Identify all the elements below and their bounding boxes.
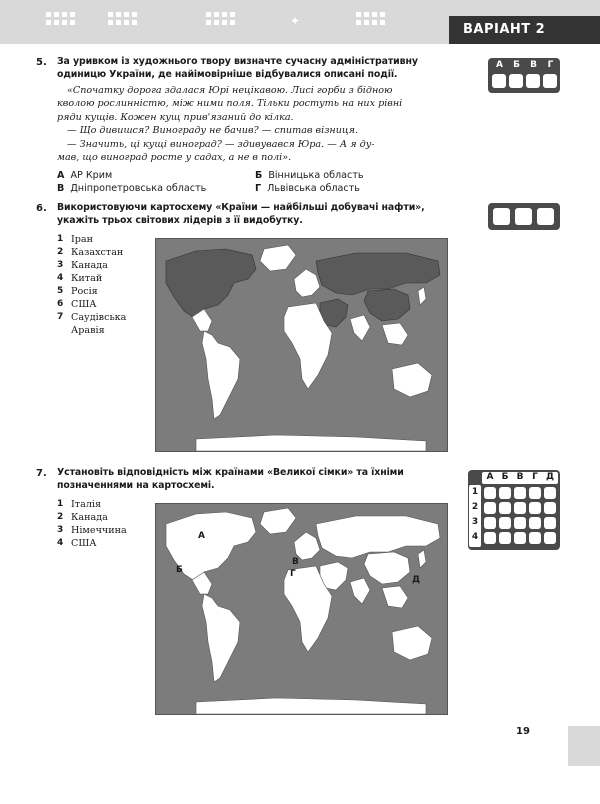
grid-answer-cell[interactable] xyxy=(529,502,541,514)
q6-prompt xyxy=(57,201,467,228)
answer-cell[interactable] xyxy=(492,74,506,88)
answer-col-label: Б xyxy=(513,60,520,70)
grid-answer-cell[interactable] xyxy=(529,532,541,544)
option-letter: В xyxy=(57,183,65,194)
grid-answer-cell[interactable] xyxy=(544,517,556,529)
grid-row-label: 1 xyxy=(471,487,479,497)
decor-dots xyxy=(356,12,385,25)
option-text: АР Крим xyxy=(70,170,113,181)
q7-prompt-line: позначеннями на картосхемі. xyxy=(57,480,215,492)
option-letter: Б xyxy=(255,170,263,181)
grid-answer-cell[interactable] xyxy=(529,487,541,499)
q5-quote-line: «Спочатку дорога здалася Юрі нецікавою. Лисі горби з бідною xyxy=(67,85,393,96)
grid-answer-cell[interactable] xyxy=(544,532,556,544)
q5-quote-line: мав, що виноград росте у садах, а не в полі». xyxy=(57,152,292,164)
list-item: 1 Іран xyxy=(57,234,94,245)
grid-col-label: Б xyxy=(501,472,509,482)
q5-option-a[interactable] xyxy=(57,170,112,181)
q5-option-v[interactable] xyxy=(57,183,206,194)
g7-map xyxy=(155,503,448,715)
list-item: Аравія xyxy=(71,325,105,336)
list-item: 3 Німеччина xyxy=(57,525,127,536)
answer-cell[interactable] xyxy=(526,74,540,88)
list-item: 4 США xyxy=(57,538,97,549)
option-letter: А xyxy=(57,170,65,181)
q5-quote-line: — Що дивишся? Винограду не бачив? — спитав візниця. xyxy=(67,125,359,137)
grid-answer-cell[interactable] xyxy=(499,487,511,499)
q5-prompt-line: одиницю України, де найімовірніше відбувалися описані події. xyxy=(57,69,398,81)
answer-col-label: А xyxy=(496,60,503,70)
q6-prompt-line: Використовуючи картосхему «Країни — найбільші добувачі нафти», xyxy=(57,202,425,213)
answer-cell[interactable] xyxy=(493,208,510,225)
decor-dots xyxy=(108,12,137,25)
answer-col-label: Г xyxy=(547,60,554,70)
variant-label: ВАРІАНТ 2 xyxy=(449,16,600,44)
grid-answer-cell[interactable] xyxy=(529,517,541,529)
grid-answer-cell[interactable] xyxy=(499,532,511,544)
list-item: 3 Канада xyxy=(57,260,108,271)
q5-number: 5. xyxy=(36,57,47,68)
grid-answer-cell[interactable] xyxy=(514,487,526,499)
option-text: Дніпропетровська область xyxy=(70,183,207,194)
list-item: 4 Китай xyxy=(57,273,103,284)
q7-prompt xyxy=(57,466,462,493)
header-bar xyxy=(0,0,600,44)
answer-cell[interactable] xyxy=(537,208,554,225)
q5-option-g[interactable] xyxy=(255,183,360,194)
decor-dots xyxy=(46,12,75,25)
grid-answer-cell[interactable] xyxy=(484,532,496,544)
grid-answer-cell[interactable] xyxy=(544,487,556,499)
page-number: 19 xyxy=(516,726,530,737)
option-text: Львівська область xyxy=(267,183,360,194)
list-item: 1 Італія xyxy=(57,499,102,510)
q7-list xyxy=(57,498,127,550)
q6-list xyxy=(57,233,126,337)
answer-cell[interactable] xyxy=(515,208,532,225)
option-text: Вінницька область xyxy=(268,170,364,181)
grid-answer-cell[interactable] xyxy=(484,502,496,514)
grid-row-label: 2 xyxy=(471,502,479,512)
decor-dots xyxy=(206,12,235,25)
q5-quote xyxy=(57,84,467,164)
map-label-g: Г xyxy=(290,569,296,579)
q7-number: 7. xyxy=(36,468,47,479)
list-item: 6 США xyxy=(57,299,97,310)
grid-answer-cell[interactable] xyxy=(544,502,556,514)
list-item: 2 Казахстан xyxy=(57,247,124,258)
grid-answer-cell[interactable] xyxy=(484,487,496,499)
q7-prompt-line: Установіть відповідність між країнами «Великої сімки» та їхніми xyxy=(57,467,404,478)
grid-col-label: В xyxy=(516,472,524,482)
answer-cell[interactable] xyxy=(509,74,523,88)
q5-prompt xyxy=(57,55,462,82)
grid-answer-cell[interactable] xyxy=(499,517,511,529)
grid-answer-cell[interactable] xyxy=(484,517,496,529)
list-item: 5 Росія xyxy=(57,286,98,297)
grid-answer-cell[interactable] xyxy=(514,517,526,529)
map-label-a: А xyxy=(198,531,205,541)
answer-col-label: В xyxy=(530,60,537,70)
footer-decor xyxy=(568,726,600,766)
q5-prompt-line: За уривком із художнього твору визначте сучасну адміністративну xyxy=(57,56,418,67)
q7-answer-grid xyxy=(468,470,560,550)
grid-answer-cell[interactable] xyxy=(499,502,511,514)
q6-answer-box xyxy=(488,203,560,230)
grid-col-label: Д xyxy=(545,472,554,482)
list-item: 7 Саудівська xyxy=(57,312,127,323)
q5-option-b[interactable] xyxy=(255,170,364,181)
world-map-image xyxy=(156,504,447,714)
world-map-image xyxy=(156,239,447,451)
option-letter: Г xyxy=(255,183,262,194)
grid-row-label: 3 xyxy=(471,517,479,527)
q6-number: 6. xyxy=(36,203,47,214)
decor-star-icon: ✦ xyxy=(290,14,301,28)
q6-prompt-line: укажіть трьох світових лідерів з її видобутку. xyxy=(57,215,303,227)
grid-row-label: 4 xyxy=(471,532,479,542)
q5-quote-line: — Значить, ці кущі виноград? — здивувався Юра. — А я ду- xyxy=(67,138,375,150)
grid-col-label: А xyxy=(486,472,494,482)
q5-answer-box xyxy=(488,58,560,93)
map-label-b: Б xyxy=(176,565,183,575)
oil-producers-map xyxy=(155,238,448,452)
map-label-v: В xyxy=(292,557,299,567)
list-item: 2 Канада xyxy=(57,512,108,523)
grid-answer-cell[interactable] xyxy=(514,532,526,544)
answer-cell[interactable] xyxy=(543,74,557,88)
map-label-d: Д xyxy=(412,575,421,585)
q5-quote-line: кволою рослинністю, між ними поля. Тільки ростуть на них рівні xyxy=(57,98,403,110)
grid-col-label: Г xyxy=(532,472,538,482)
q5-quote-line: ряди кущів. Кожен кущ прив'язаний до кілка. xyxy=(57,111,294,123)
grid-answer-cell[interactable] xyxy=(514,502,526,514)
